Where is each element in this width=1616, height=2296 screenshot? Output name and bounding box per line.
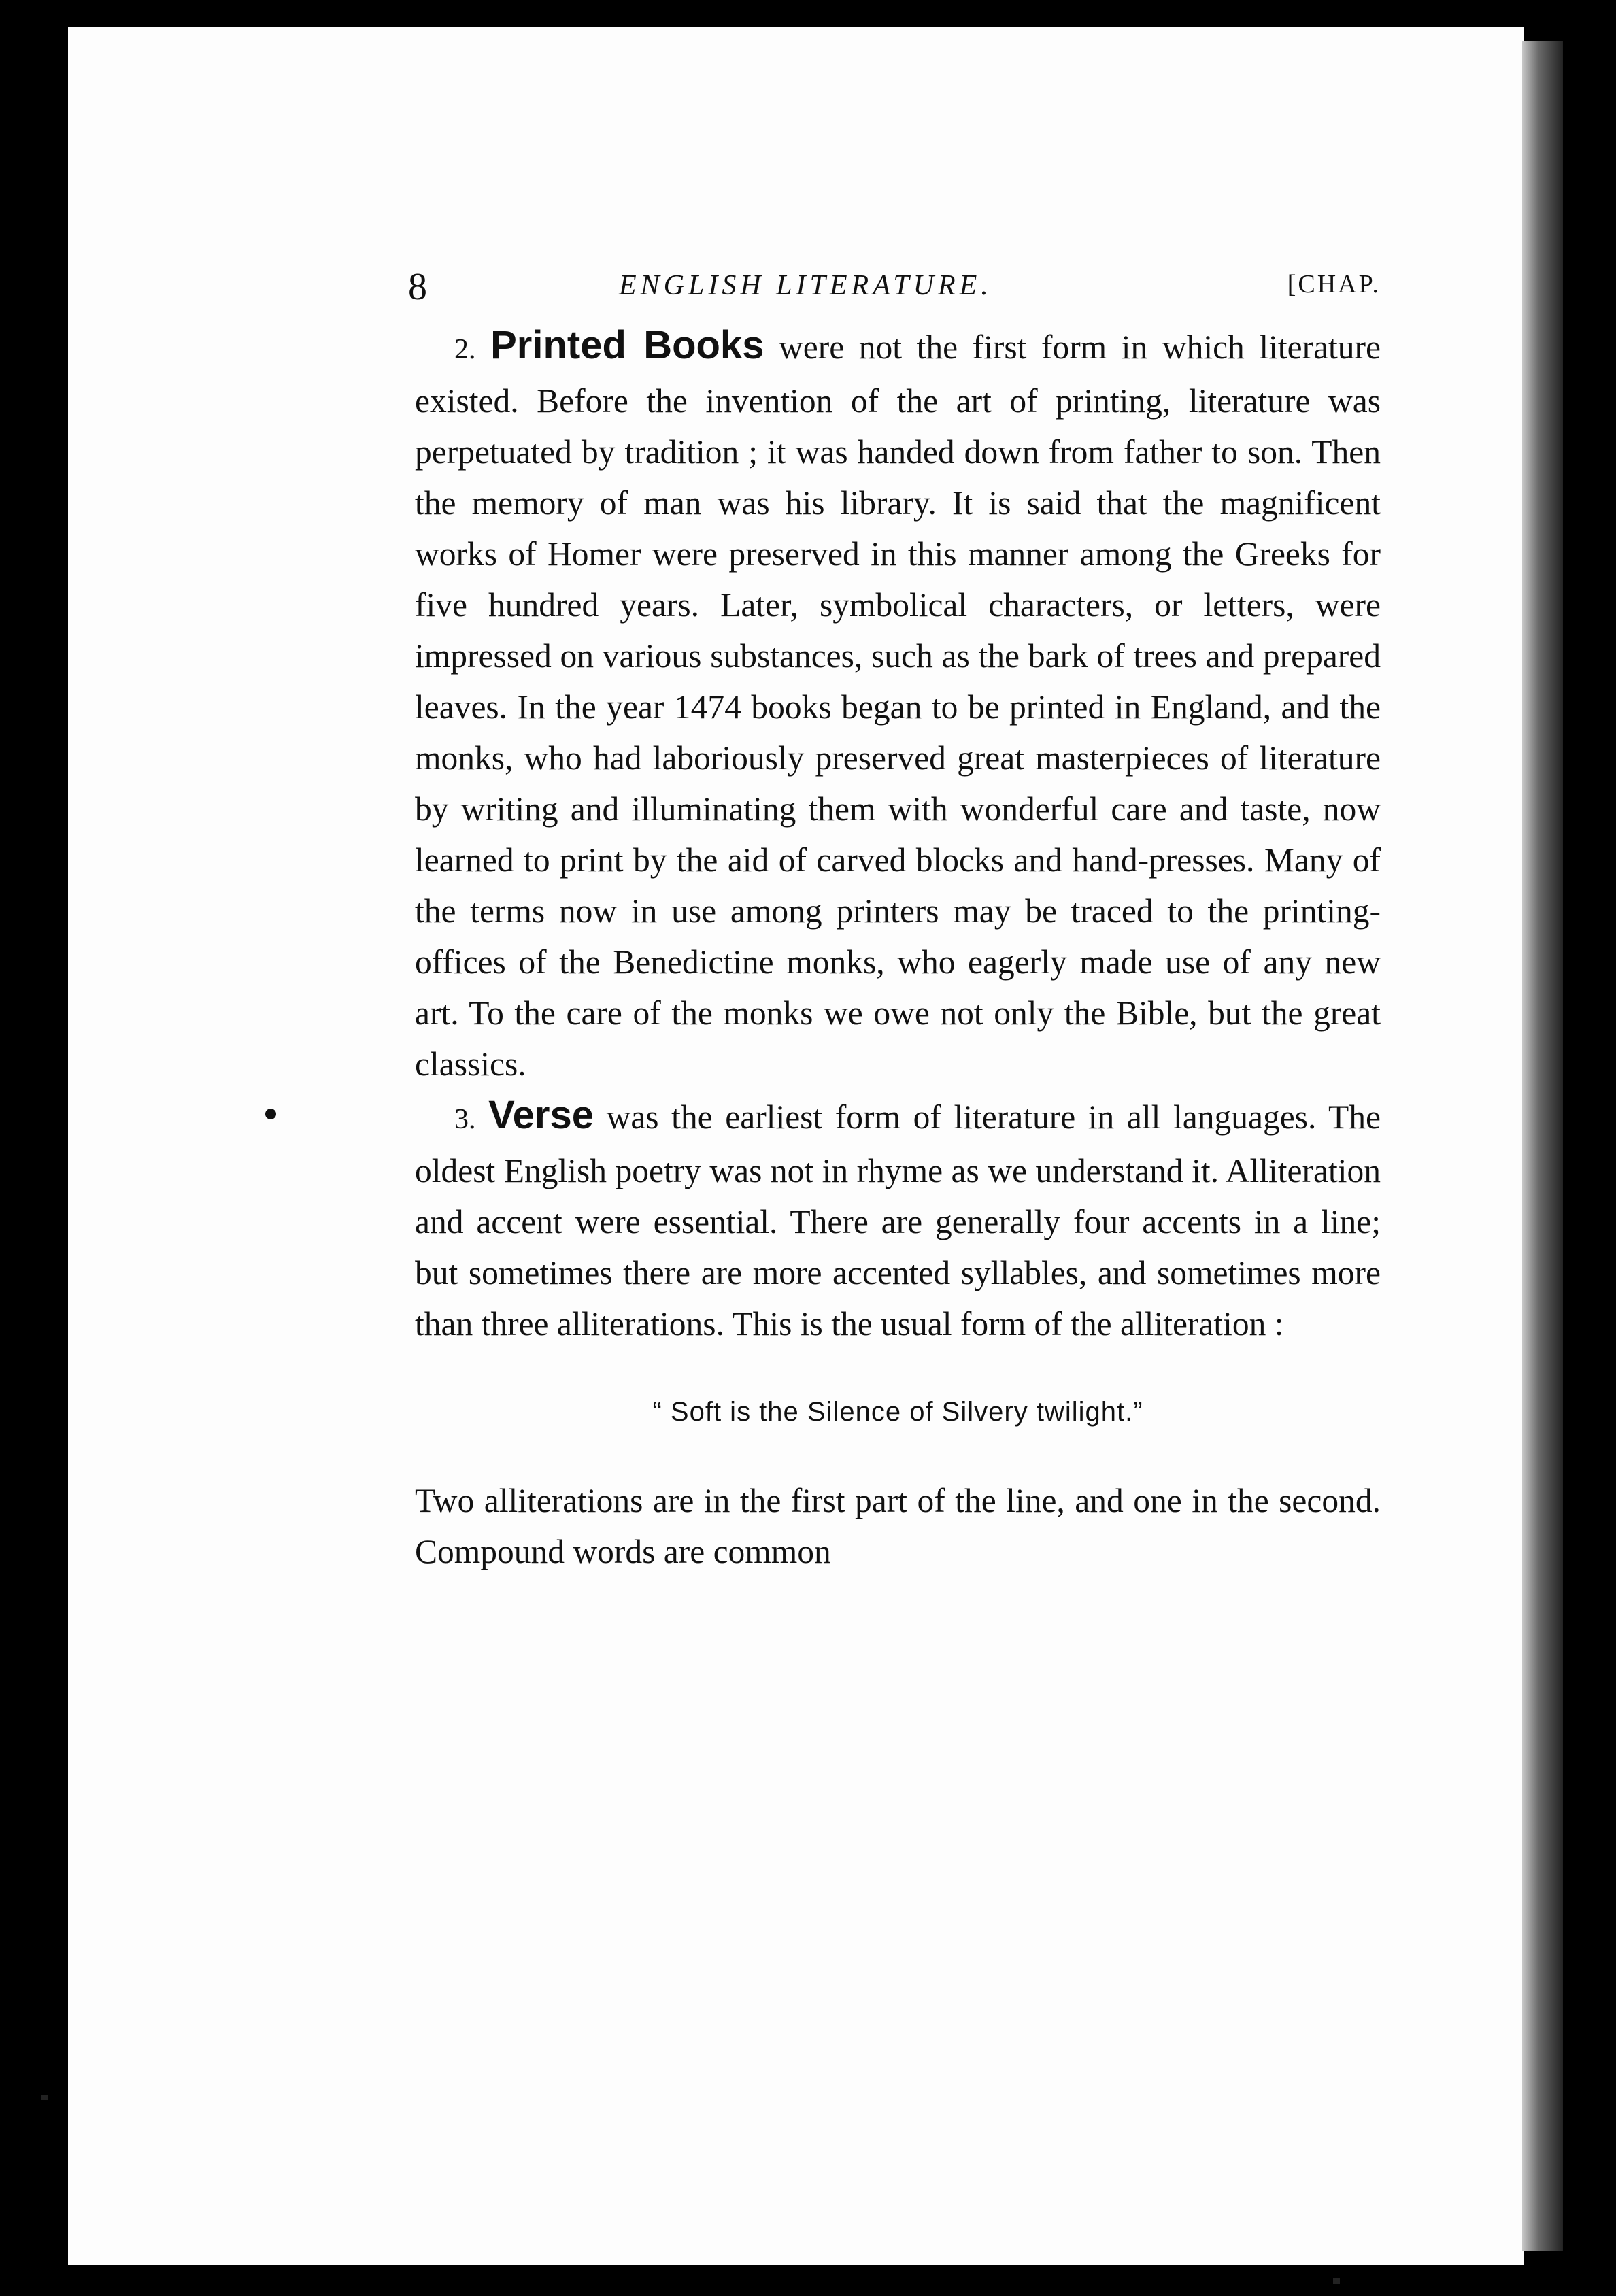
section-number: 3.	[454, 1104, 476, 1135]
running-head	[408, 265, 1381, 320]
paragraph-closing: Two alliterations are in the first part of the line, and one in the second. Compound words are common	[415, 1482, 1381, 1570]
paragraph-text: was the earliest form of literature in all languages. The oldest English poetry was not in rhyme as we understand it. Alliteration and accent were essential. There are generally four accents in a line; but sometimes there are more accented syllables, and sometimes more than three alliterations. This is the usual form of the alliteration :	[415, 1098, 1381, 1343]
section-number: 2.	[454, 334, 476, 365]
page-edge-shadow	[1522, 41, 1563, 2251]
edge-speck	[41, 2095, 48, 2100]
paragraph-text: were not the first form in which literature existed. Before the invention of the art of printing, literature was perpetuated by tradition ; it was handed down from father to son. Then the memory of man was his library. It is said that the magnificent works of Homer were preserved in this manner among the Greeks for five hundred years. Later, symbolical characters, or letters, were impressed on various substances, such as the bark of trees and prepared leaves. In the year 1474 books began to be printed in England, and the monks, who had laboriously preserved great masterpieces of literature by writing and illuminating them with wonderful care and taste, now learned to print by the aid of carved blocks and hand-presses. Many of the terms now in use among printers may be traced to the printing-offices of the Benedictine monks, who eagerly made use of any new art. To the care of the monks we owe not only the Bible, but the great classics.	[415, 328, 1381, 1083]
page-number: 8	[408, 266, 427, 308]
alliteration-example-quote: “ Soft is the Silence of Silvery twilight.”	[652, 1397, 1143, 1427]
margin-dot	[265, 1109, 276, 1119]
paragraph-printed-books	[415, 320, 1381, 1090]
section-keyword: Verse	[488, 1093, 594, 1137]
running-head-title: ENGLISH LITERATURE.	[619, 270, 992, 301]
paragraph-verse	[415, 1090, 1381, 1349]
running-head-chapter: [CHAP.	[1287, 270, 1381, 299]
section-keyword: Printed Books	[490, 323, 764, 367]
edge-speck	[1333, 2278, 1340, 2284]
text-block	[408, 265, 1381, 1577]
